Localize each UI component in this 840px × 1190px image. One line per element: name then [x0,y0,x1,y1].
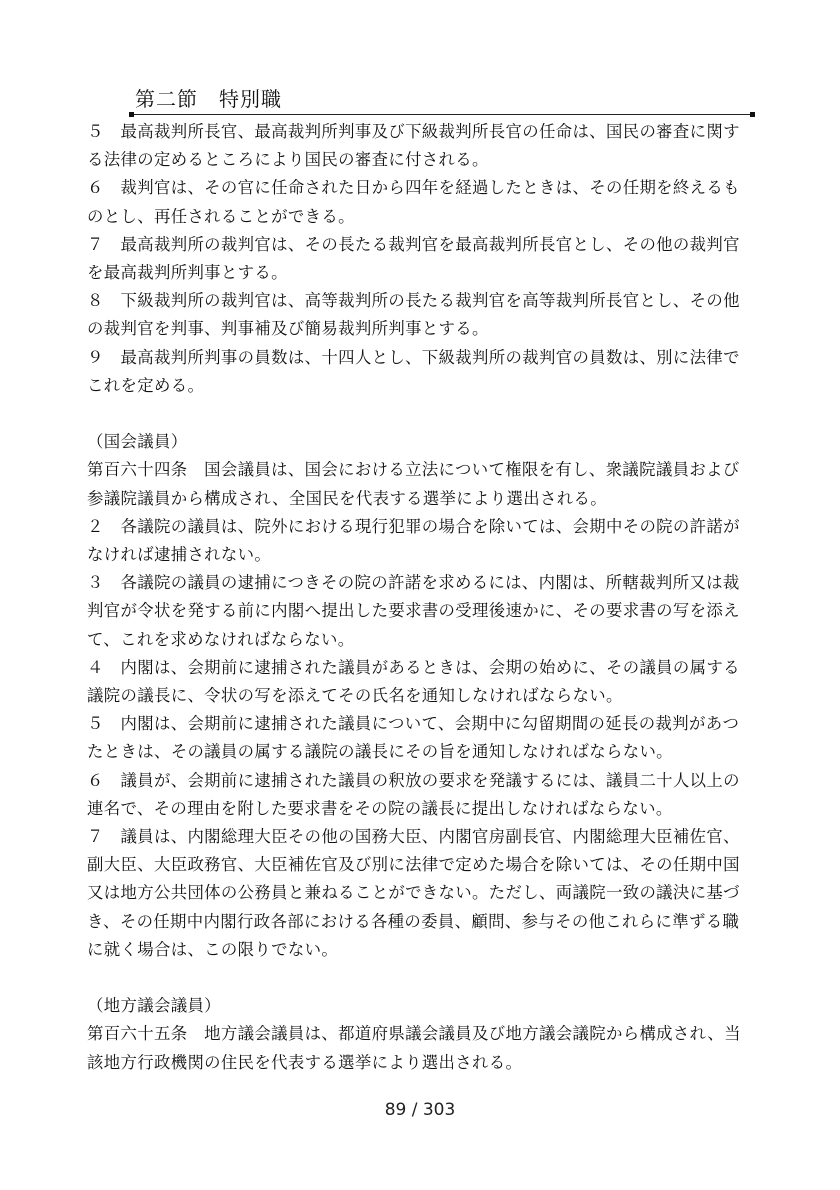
blank-line [87,400,753,428]
paragraph-article-165-1: 第百六十五条 地方議会議員は、都道府県議会議員及び地方議会議院から構成され、当該地方行政機関の住民を代表する選挙により選出される。 [87,1024,741,1072]
blank-line [87,964,753,992]
section-header [131,84,753,115]
paragraph-article-163-9: ９ 最高裁判所判事の員数は、十四人とし、下級裁判所の裁判官の員数は、別に法律でこれを定める。 [87,347,740,395]
paragraph-article-164-1: 第百六十四条 国会議員は、国会における立法について権限を有し、衆議院議員および参議院議員から構成され、全国民を代表する選挙により選出される。 [87,460,740,508]
paragraph-article-163-8: ８ 下級裁判所の裁判官は、高等裁判所の長たる裁判官を高等裁判所長官とし、その他の裁判官を判事、判事補及び簡易裁判所判事とする。 [87,291,740,339]
paragraph-article-164-6: ６ 議員が、会期前に逮捕された議員の釈放の要求を発議するには、議員二十人以上の連名で、その理由を附した要求書をその院の議長に提出しなければならない。 [87,770,740,818]
section-title: 第二節 特別職 [135,87,282,111]
rule-right-marker [750,112,755,117]
paragraph-article-164-3: ３ 各議院の議員の逮捕につきその院の許諾を求めるには、内閣は、所轄裁判所又は裁判官が令状を発する前に内閣へ提出した要求書の受理後速かに、その要求書の写を添えて、これを求めなければならない。 [87,573,740,649]
document-body [87,118,753,1077]
rule-left-marker [129,112,134,117]
paragraph-article-164-4: ４ 内閣は、会期前に逮捕された議員があるときは、会期の始めに、その議員の属する議院の議長に、令状の写を添えてその氏名を通知しなければならない。 [87,657,740,706]
paragraph-article-164-5: ５ 内閣は、会期前に逮捕された議員について、会期中に勾留期間の延長の裁判があつたときは、その議員の属する議院の議長にその旨を通知しなければならない。 [87,714,740,762]
paragraph-article-163-5: ５ 最高裁判所長官、最高裁判所判事及び下級裁判所長官の任命は、国民の審査に関する法律の定めるところにより国民の審査に付される。 [87,122,740,170]
paragraph-article-163-6: ６ 裁判官は、その官に任命された日から四年を経過したときは、その任期を終えるものとし、再任されることができる。 [87,178,740,226]
paragraph-article-163-7: ７ 最高裁判所の裁判官は、その長たる裁判官を最高裁判所長官とし、その他の裁判官を最高裁判所判事とする。 [87,234,740,283]
paragraph-article-164-7: ７ 議員は、内閣総理大臣その他の国務大臣、内閣官房副長官、内閣総理大臣補佐官、副大臣、大臣政務官、大臣補佐官及び別に法律で定めた場合を除いては、その任期中国又は地方公共団体の公務員と兼ねることができない。ただし、両議院一致の議決に基づき、その任期中内閣行政各部における各種の委員、顧問、参与その他これらに準ずる職に就く場合は、この限りでない。 [87,827,740,959]
article-caption-local-assembly-members: （地方議会議員） [87,996,221,1016]
page-number: 89 / 303 [384,1100,456,1120]
paragraph-article-164-2: ２ 各議院の議員は、院外における現行犯罪の場合を除いては、会期中その院の許諾がなければ逮捕されない。 [87,516,740,565]
article-caption-diet-members: （国会議員） [87,432,188,452]
